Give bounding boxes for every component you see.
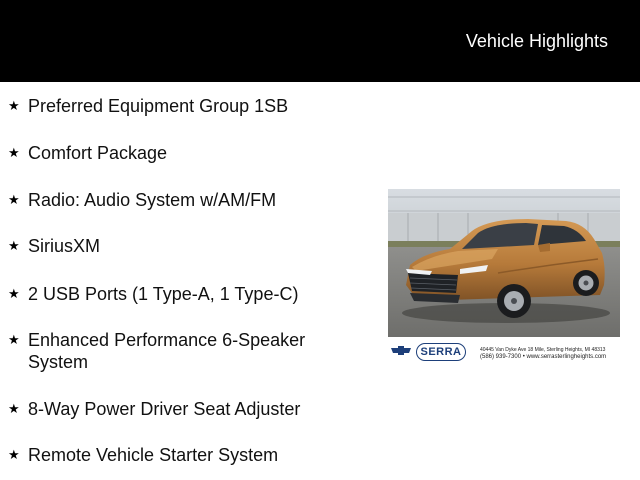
feature-item [8, 283, 338, 305]
star-bullet-icon: ★ [8, 238, 20, 253]
star-bullet-icon: ★ [8, 401, 20, 416]
feature-label: Preferred Equipment Group 1SB [28, 96, 289, 116]
feature-label: SiriusXM [28, 236, 101, 256]
separator-dot: • [522, 354, 527, 360]
page-title: Vehicle Highlights [465, 31, 608, 51]
dealer-website: www.serrasterlingheights.com [526, 354, 607, 360]
star-bullet-icon: ★ [8, 286, 20, 301]
star-bullet-icon: ★ [8, 145, 20, 160]
feature-label: Remote Vehicle Starter System [28, 445, 279, 465]
dealer-phone-line [480, 353, 620, 361]
feature-label: Enhanced Performance 6-Speaker System [28, 330, 306, 372]
feature-item [8, 398, 338, 420]
feature-label: 8-Way Power Driver Seat Adjuster [28, 399, 301, 419]
feature-label: Radio: Audio System w/AM/FM [28, 190, 277, 210]
star-bullet-icon: ★ [8, 192, 20, 207]
dealer-logo: SERRA [416, 343, 466, 361]
vehicle-illustration [388, 189, 620, 337]
feature-label: Comfort Package [28, 143, 168, 163]
dealer-contact [480, 347, 620, 361]
feature-item [8, 189, 338, 211]
star-bullet-icon: ★ [8, 98, 20, 113]
dealer-phone: (586) 939-7300 [480, 354, 522, 360]
feature-item [8, 142, 338, 164]
feature-item [8, 235, 338, 257]
chevrolet-bowtie-icon [391, 346, 411, 355]
dealer-address: 40445 Van Dyke Ave 18 Mile, Sterling Heights, MI 48313 [480, 347, 606, 353]
star-bullet-icon: ★ [8, 447, 20, 462]
feature-label: 2 USB Ports (1 Type-A, 1 Type-C) [28, 284, 299, 304]
star-bullet-icon: ★ [8, 332, 20, 347]
dealer-banner [388, 338, 620, 364]
feature-item [8, 329, 338, 373]
vehicle-photo [388, 189, 620, 337]
feature-item [8, 95, 338, 117]
feature-item [8, 444, 338, 466]
